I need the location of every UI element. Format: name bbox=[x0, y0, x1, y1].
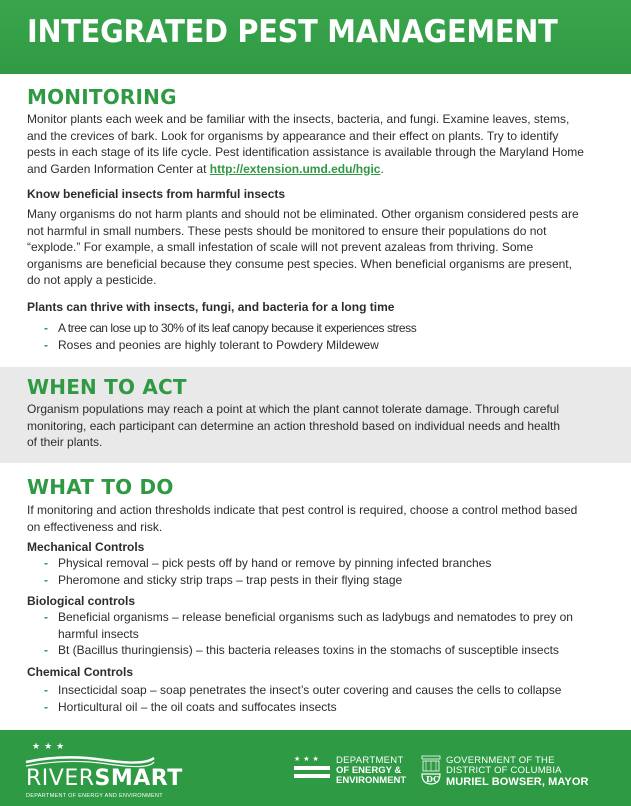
doee-flag-icon bbox=[294, 757, 330, 781]
hgic-link[interactable]: http://extension.umd.edu/hgic bbox=[209, 161, 381, 176]
monitoring-intro-line: pests in each stage of its life cycle. Pest identification assistance is available through the Maryland Home bbox=[27, 145, 584, 159]
monitoring-intro-line-text: and Garden Information Center at bbox=[27, 161, 210, 176]
what-to-do-section bbox=[0, 463, 631, 730]
doee-wordmark bbox=[336, 756, 406, 786]
doee-flag-stars: ★★★ bbox=[294, 756, 322, 763]
riversmart-subtitle: DEPARTMENT OF ENERGY AND ENVIRONMENT bbox=[26, 793, 163, 799]
monitoring-intro-line: and the crevices of bark. Look for organisms by appearance and their effect on plants. Try to identify bbox=[27, 128, 559, 143]
beneficial-line: not harmful in small numbers. These pests should be monitored to ensure their populations do not bbox=[27, 223, 547, 238]
when-to-act-line: Organism populations may reach a point at which the plant cannot tolerate damage. Through careful bbox=[27, 402, 560, 416]
list-item: - Roses and peonies are highly tolerant to Powdery Mildewew bbox=[44, 337, 584, 354]
page-title: INTEGRATED PEST MANAGEMENT bbox=[27, 14, 558, 50]
beneficial-heading: Know beneficial insects from harmful insects bbox=[27, 187, 286, 201]
thrive-heading: Plants can thrive with insects, fungi, and bacteria for a long time bbox=[27, 300, 395, 314]
svg-text:DC: DC bbox=[426, 774, 440, 784]
riversmart-logo-smart: SMART bbox=[94, 766, 183, 791]
monitoring-intro-line bbox=[27, 161, 587, 178]
doee-line: ENVIRONMENT bbox=[336, 775, 407, 786]
dc-government-seal-icon bbox=[420, 755, 442, 785]
doee-line: DEPARTMENT bbox=[336, 755, 404, 766]
monitoring-title: MONITORING bbox=[27, 85, 177, 109]
when-to-act-line: monitoring, each participant can determine an action threshold based on individual needs and health bbox=[27, 418, 561, 433]
list-item: - Pheromone and sticky strip traps – trap pests in their flying stage bbox=[44, 572, 584, 589]
list-item: - Bt (Bacillus thuringiensis) – this bacteria releases toxins in the stomachs of susceptible insects bbox=[44, 642, 584, 659]
beneficial-line: “explode.” For example, a small infestation of scale will not prevent azaleas from thriving. Some bbox=[27, 240, 534, 254]
riversmart-logo-river: RIVER bbox=[26, 766, 95, 791]
when-to-act-section bbox=[0, 367, 631, 463]
when-to-act-paragraph bbox=[27, 401, 587, 451]
beneficial-line: Many organisms do not harm plants and should not be eliminated. Other organism considered pests are bbox=[27, 207, 579, 221]
monitoring-section bbox=[0, 80, 631, 367]
list-item: - Physical removal – pick pests off by hand or remove by pinning infected branches bbox=[44, 555, 584, 572]
page-header bbox=[0, 0, 631, 74]
monitoring-intro-line: Monitor plants each week and be familiar with the insects, bacteria, and fungi. Examine leaves, stems, bbox=[27, 112, 570, 126]
what-to-do-intro-line: on effectiveness and risk. bbox=[27, 519, 163, 534]
chemical-list bbox=[44, 682, 584, 715]
list-item: - Insecticidal soap – soap penetrates the insect’s outer covering and causes the cells to collapse bbox=[44, 682, 584, 699]
what-to-do-intro bbox=[27, 502, 587, 535]
mechanical-list bbox=[44, 555, 584, 588]
what-to-do-title: WHAT TO DO bbox=[27, 475, 174, 499]
monitoring-intro bbox=[27, 111, 587, 177]
riversmart-logo bbox=[26, 766, 183, 791]
list-item: - A tree can lose up to 30% of its leaf canopy because it experiences stress bbox=[44, 320, 584, 337]
chemical-heading: Chemical Controls bbox=[27, 665, 134, 679]
beneficial-line: do not apply a pesticide. bbox=[27, 273, 157, 287]
gov-line: GOVERNMENT OF THE bbox=[446, 755, 555, 766]
dc-government-wordmark bbox=[446, 756, 589, 789]
mechanical-heading: Mechanical Controls bbox=[27, 540, 145, 554]
thrive-list bbox=[44, 320, 584, 353]
biological-list bbox=[44, 609, 584, 659]
mayor-line: MURIEL BOWSER, MAYOR bbox=[446, 776, 589, 788]
link-suffix: . bbox=[380, 161, 384, 176]
when-to-act-title: WHEN TO ACT bbox=[27, 375, 187, 399]
list-item: - Beneficial organisms – release beneficial organisms such as ladybugs and nematodes to prey on harmful insects bbox=[44, 609, 584, 642]
gov-line: DISTRICT OF COLUMBIA bbox=[446, 765, 562, 776]
when-to-act-line: of their plants. bbox=[27, 435, 103, 449]
riversmart-stars-icon: ★★★ bbox=[32, 741, 69, 751]
what-to-do-intro-line: If monitoring and action thresholds indicate that pest control is required, choose a control method based bbox=[27, 503, 578, 517]
list-item: - Horticultural oil – the oil coats and suffocates insects bbox=[44, 699, 584, 716]
beneficial-paragraph bbox=[27, 206, 587, 289]
doee-line: OF ENERGY & bbox=[336, 765, 402, 776]
beneficial-line: organisms are beneficial because they consume pest species. When beneficial organisms are present, bbox=[27, 256, 572, 271]
biological-heading: Biological controls bbox=[27, 594, 136, 608]
